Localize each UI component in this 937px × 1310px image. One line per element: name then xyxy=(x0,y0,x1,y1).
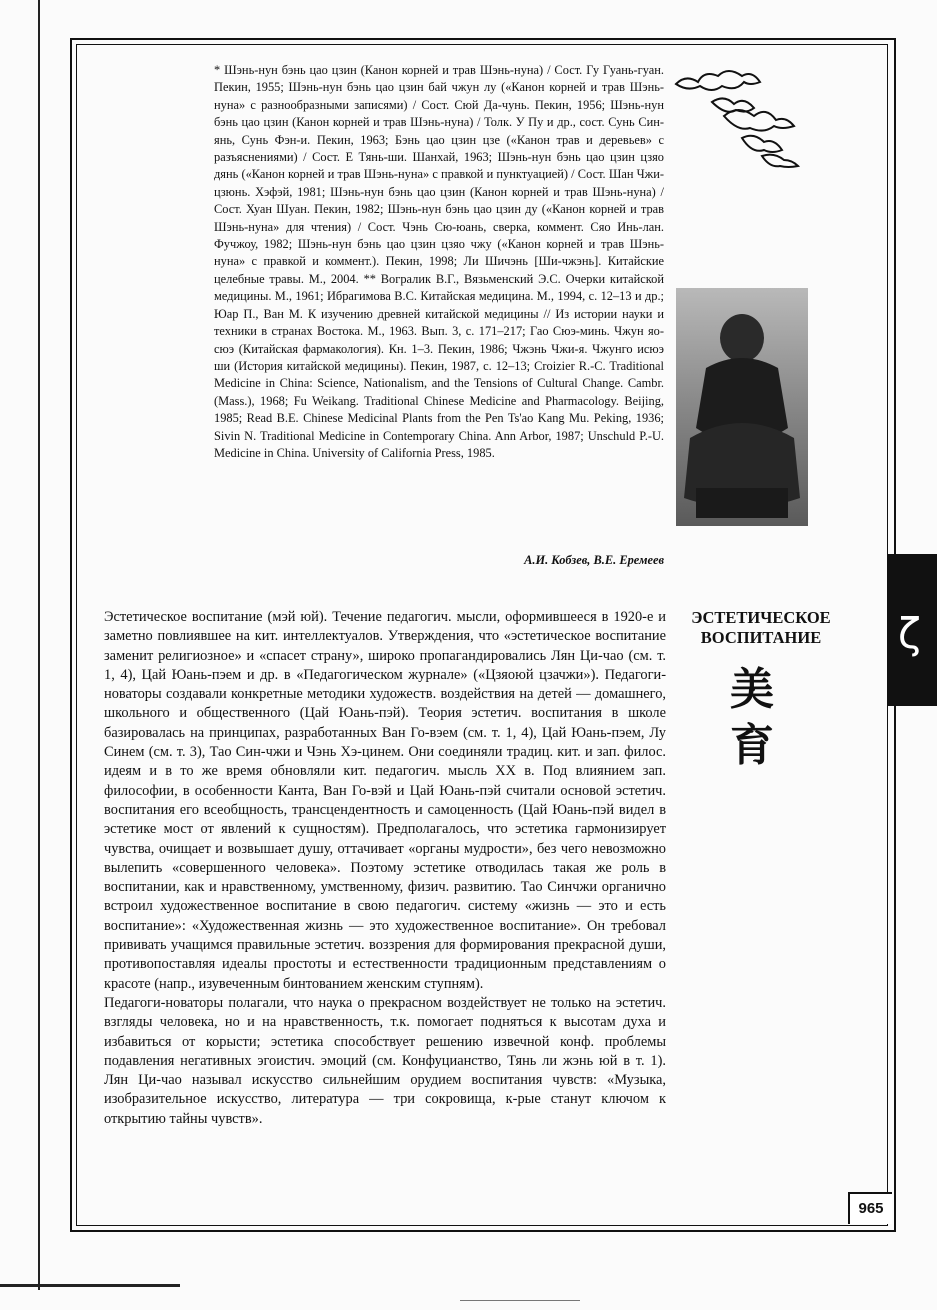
article-heading: ЭСТЕТИЧЕСКОЕ ВОСПИТАНИЕ xyxy=(691,608,831,647)
scan-edge-line xyxy=(38,0,40,1290)
chinese-characters: 美育 xyxy=(730,664,774,771)
article-body xyxy=(104,608,666,1129)
references-block: * Шэнь-нун бэнь цао цзин (Канон корней и трав Шэнь-нуна) / Сост. Гу Гуань-гуан. Пекин, 1955; Шэнь-нун бэнь цао цзин бай чжун лу («Канон корней и трав Шэнь-нуна» с разнообразными записями) / Сост. Сюй Да-чунь. Пекин, 1956; Шэнь-нун бэнь цао цзин (Канон корней и трав Шэнь-нуна) / Толк. У Пу и др., сост. Сунь Син-янь, Сунь Фэн-и. Пекин, 1963; Бэнь цао цзин цзе («Канон трав и деревьев» с разъяснениями) / Сост. Е Тянь-ши. Шанхай, 1963; Шэнь-нун бэнь цао цзин цзяо дянь («Канон корней и трав Шэнь-нуна» с правкой и пунктуацией) / Сост. Шан Чжи-цзюнь. Хэфэй, 1981; Шэнь-нун бэнь цао цзин (Канон корней и трав Шэнь-нуна) / Сост. Хуан Шуан. Пекин, 1982; Шэнь-нун бэнь цао цзин ду («Канон корней и трав Шэнь-нуна» для чтения) / Сост. Чэнь Сю-юань, сверка, коммент. Сяо Инь-лан. Фучжоу, 1982; Шэнь-нун бэнь цао цзин цзяо чжу («Канон корней и трав Шэнь-нуна» с правкой и коммент.). Пекин, 1998; Ли Шичэнь [Ши-чжэнь]. Китайские целебные травы. М., 2004. ** Вогралик В.Г., Вязьменский Э.С. Очерки китайской медицины. М., 1961; Ибрагимова В.С. Китайская медицина. М., 1994, с. 12–13 и др.; Юар П., Ван М. К изучению древней китайской медицины // Из истории науки и техники в странах Востока. М., 1963. Вып. 3, с. 171–217; Гао Сюэ-минь. Чжун яо-сюэ (Китайская фармакология). Кн. 1–3. Пекин, 1986; Чжэнь Чжи-я. Чжунго исюэ ши (История китайской медицины). Пекин, 1987, с. 12–13; Croizier R.-C. Traditional Medicine in China: Science, Nationalism, and the Tensions of Cultural Change. Cambr. (Mass.), 1968; Fu Weikang. Traditional Chinese Medicine and Pharmacology. Beijing, 1985; Read B.E. Chinese Medicinal Plants from the Pen Ts'ao Kang Mu. Peking, 1936; Sivin N. Traditional Medicine in Contemporary China. Ann Arbor, 1987; Unschuld P.-U. Medicine in China. University of California Press, 1985. xyxy=(214,63,664,460)
scan-bottom-line-2 xyxy=(460,1300,580,1301)
scan-bottom-line xyxy=(0,1284,180,1287)
references-authors: А.И. Кобзев, В.Е. Еремеев xyxy=(524,553,664,567)
article-paragraph-2: Педагоги-новаторы полагали, что наука о прекрасном воздействует не только на эстетич. взгляды человека, но и на нравственность, т.к. помогает подняться к высотам духа и избавиться от корысти; эстетика способствует решению извечной конф. проблемы подавления негативных эгоистич. эмоций (см. Конфуцианство, Тянь ли жэнь юй в т. 1). Лян Ци-чао называл искусство сильнейшим орудием воспитания чувств: «Музыка, изобразительное искусство, литература — три сокровища, к-рые станут ключом к открытию тайны чувств». xyxy=(104,994,666,1127)
statue-photo xyxy=(676,288,808,526)
article-paragraph-1: Эстетическое воспитание (мэй юй). Течение педагогич. мысли, оформившееся в 1920-е и заметно повлиявшее на кит. интеллектуалов. Утверждения, что «эстетическое воспитание заменит религиозное» и «спасет страну», широко пропагандировались Лян Ци-чао (см. т. 1, 4), Цай Юань-пэем и др. в «Педагогическом журнале» («Цзяоюй цзачжи»). Педагоги-новаторы создавали конкретные методики художеств. воздействия на детей — домашнего, школьного и общественного (Цай Юань-пэй). Теория эстетич. воспитания в школе базировалась на принципах, разработанных Ван Го-вэем (см. т. 1, 4), Цай Юань-пэем, Лу Синем (см. т. 3), Тао Син-чжи и Чэнь Хэ-цинем. Они соединяли традиц. кит. и зап. филос. идеям и в то же время обновляли кит. педагогич. мысль XX в. Под влиянием зап. философии, в особенности Канта, Ван Го-вэй и Цай Юань-пэй считали основой эстетич. воспитания его всеобщность, трансцендентность и самоценность (Цай Юань-пэй видел в эстетике мост от явлений к сущностям). Предполагалось, что эстетика гармонизирует чувства, очищает и возвышает душу, оттачивает «органы мудрости», без чего невозможно вылепить «совершенного человека». Поэтому эстетике отводилась такая же роль в воспитании, как и нравственному, умственному, физич. развитию. Тао Синчжи органично встроил художественное воспитание в свою педагогич. систему «жизнь — это и есть воспитание»: «Художественная жизнь — это художественное воспитание». Он требовал прививать учащимся правильные эстетич. воззрения для формирования прекрасной души, противопоставляя идеалы простоты и естественности традиционным представлениям о красоте (напр., изувеченным бинтованием женским ступням). xyxy=(104,609,666,992)
section-tab-glyph: ζ xyxy=(898,609,921,658)
page-number: 965 xyxy=(848,1192,892,1224)
cloud-ornament-icon xyxy=(672,68,804,174)
